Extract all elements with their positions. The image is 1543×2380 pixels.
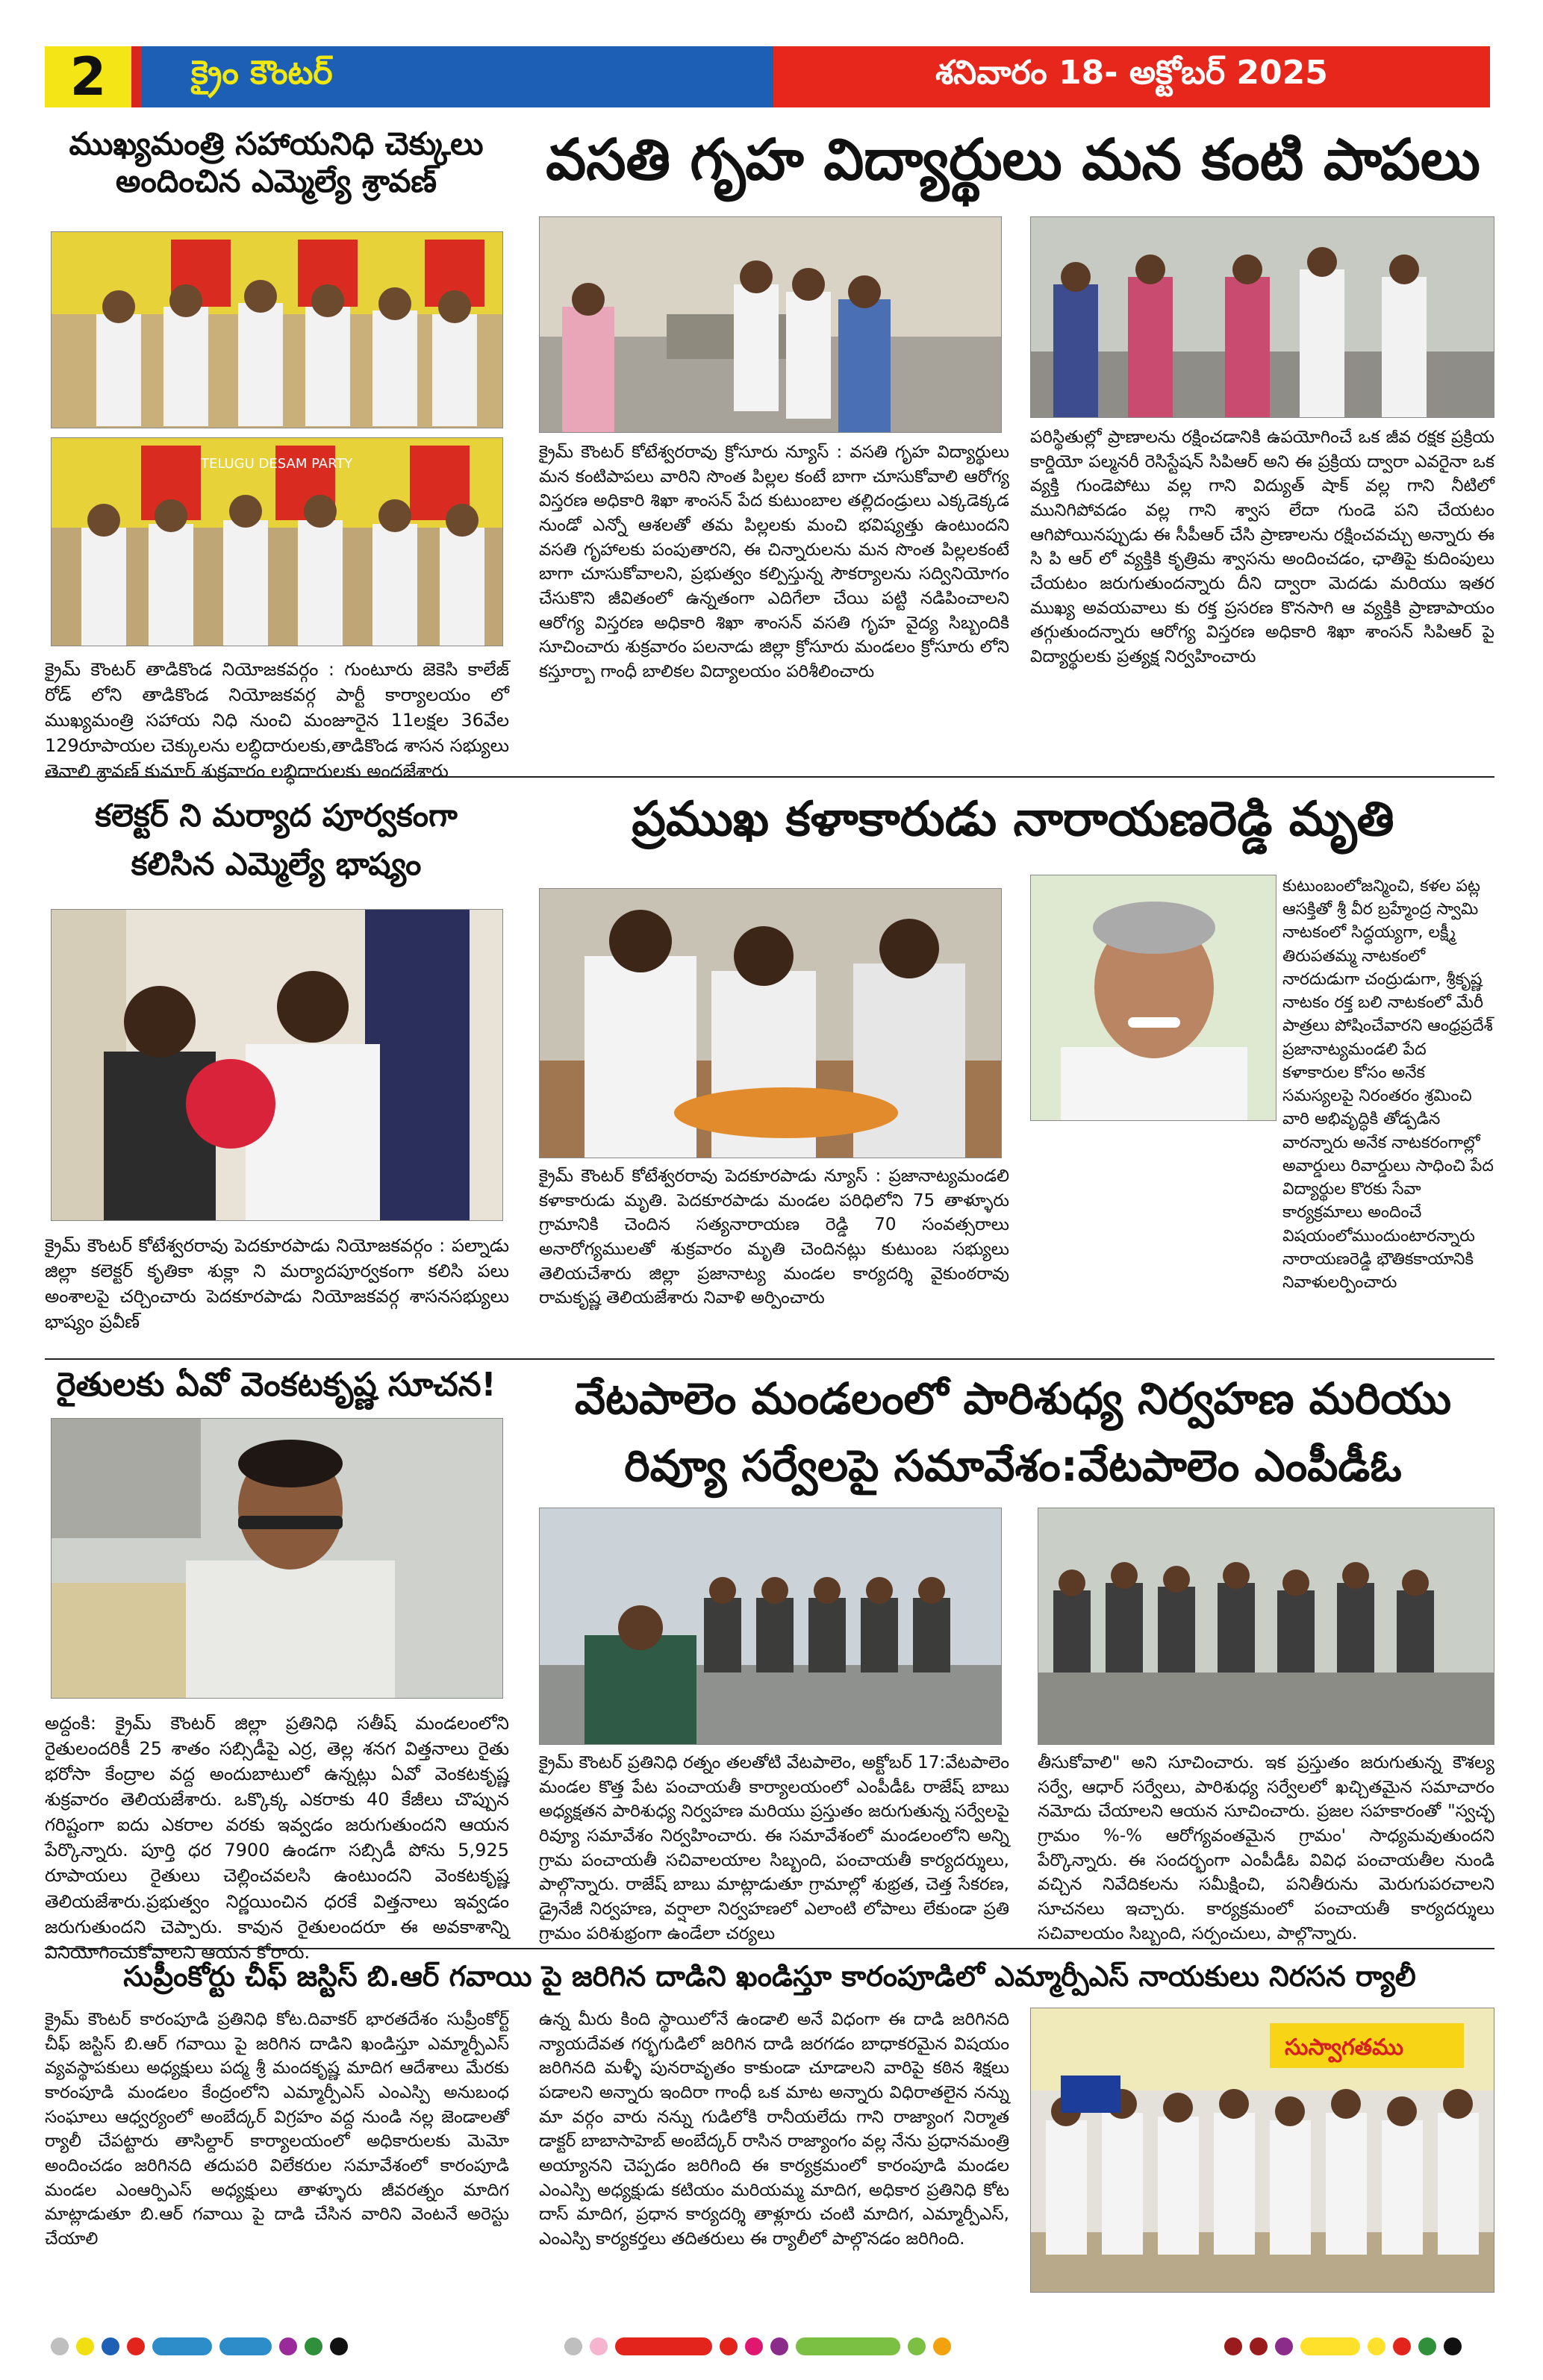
reg-dot xyxy=(770,2337,788,2355)
story7-photo xyxy=(1030,2008,1494,2293)
reg-dot xyxy=(1250,2337,1268,2355)
reg-dot xyxy=(1224,2337,1242,2355)
story1-body: క్రైమ్ కౌంటర్ తాడికొండ నియోజకవర్గం : గుంటూరు జెకెసి కాలేజ్ రోడ్ లోని తాడికొండ నియోజకవర్గ పార్టీ కార్యాలయం లో ముఖ్యమంత్రి సహాయ నిధి నుంచి మంజూరైన 11లక్షల 36వేల 129రూపాయల చెక్కులను లబ్ధిదారులకు,తాడికొండ శాసన సభ్యులు తెనాలి శ్రావణ్ కుమార్ శుక్రవారం లబ్ధిదారులకు అందజేశారు xyxy=(45,659,509,782)
page-number: 2 xyxy=(45,46,131,107)
story4-body-right: కుటుంబంలోజన్మించి, కళల పట్ల ఆసక్తితో శ్రీ వీర బ్రహ్మేంద్ర స్వామి నాటకంలో సిద్ధయ్యగా, లక్ష్మీ తిరుపతమ్మ నాటకంలో నారదుడుగా చంద్రుడుగా, శ్రీకృష్ణ నాటకం రక్త బలి నాటకంలో మేరీ పాత్రలు పోషించేవారని ఆంధ్రప్రదేశ్ ప్రజానాట్యమండలి పేద కళాకారుల కోసం అనేక సమస్యలపై నిరంతరం శ్రమించి వారి అభివృద్ధికి తోడ్పడిన వారన్నారు అనేక నాటకరంగాల్లో అవార్డులు రివార్డులు సాధించి పేద విద్యార్థుల కొరకు సేవా కార్యక్రమాలు అందించే విషయంలోముందుంటారన్నారు నారాయణరెడ్డి భౌతికకాయానికి నివాళులర్పించారు xyxy=(1282,877,1494,1292)
reg-pill xyxy=(1300,2337,1360,2355)
story1-banner-text: TELUGU DESAM PARTY xyxy=(201,456,353,472)
reg-dot xyxy=(1368,2337,1385,2355)
story1-headline-line2: అందించిన ఎమ్మెల్యే శ్రావణ్ xyxy=(115,163,437,200)
story5-headline: రైతులకు ఏవో వెంకటకృష్ణ సూచన! xyxy=(56,1366,496,1404)
story7-body-col2: ఉన్న మీరు కింది స్థాయిలోనే ఉండాలి అనే విధంగా ఈ దాడి జరిగినది న్యాయదేవత గర్భగుడిలో జరిగిన దాడి జరగడం బాధాకరమైన విషయం జరిగినది మళ్ళీ పునరావృతం కాకుండా చూడాలని వారిపై కఠిన శిక్షలు పడాలని అన్నారు ఇందిరా గాంధీ ఒక మాట అన్నారు విధిరాతలైన నన్ను మా వర్గం వారు నన్ను గుడిలోకి రానీయలేదు గాని రాజ్యాంగ నిర్మాత డాక్టర్ బాబాసాహెబ్ అంబేద్కర్ రాసిన రాజ్యాంగం వల్ల నేను ప్రధానమంత్రి అయ్యానని చెప్పడం జరిగింది ఈ కార్యక్రమంలో కారంపూడి మండల ఎంఎస్పి అధ్యక్షుడు కటియం మరియమ్మ మాదిగ, అధికార ప్రతినిధి కోట దాస్ మాదిగ, ప్రధాన కార్యదర్శి తాళ్లూరు చంటి మాదిగ, ఎమ్మార్పీఎస్, ఎంఎస్పి కార్యకర్తలు తదితరులు ఈ ర్యాలీలో పాల్గొనడం జరిగింది. xyxy=(539,2010,1009,2249)
story2-headline: వసతి గృహ విద్యార్థులు మన కంటి పాపలు xyxy=(546,126,1480,193)
reg-pill xyxy=(615,2337,712,2355)
story1-headline-line1: ముఖ్యమంత్రి సహాయనిధి చెక్కులు xyxy=(69,125,484,162)
reg-dot xyxy=(127,2337,145,2355)
story6-headline-line2: రివ్యూ సర్వేలపై సమావేశం:వేటపాలెం ఎంపీడీఓ xyxy=(624,1440,1402,1491)
story6-body-col1: క్రైమ్ కౌంటర్ ప్రతినిధి రత్నం తలతోటి వేటపాలెం, అక్టోబర్ 17:వేటపాలెం మండల కొత్త పేట పంచాయతీ కార్యాలయంలో ఎంపీడీఓ రాజేష్ బాబు అధ్యక్షతన పారిశుధ్య నిర్వహణ మరియు ప్రస్తుతం జరుగుతున్న సర్వేలపై రివ్యూ సమావేశం నిర్వహించారు. ఈ సమావేశంలో మండలంలోని అన్ని గ్రామ పంచాయతీ సచివాలయాల సిబ్బంది, పంచాయతీ కార్యదర్శులు, పాల్గొన్నారు. రాజేష్ బాబు మాట్లాడుతూ గ్రామాల్లో శుభ్రత, చెత్త సేకరణ, డ్రైనేజీ నిర్వహణ, వర్షాలా నిర్వహణలో ఎలాంటి లోపాలు లేకుండా ప్రతి గ్రామం పరిశుభ్రంగా ఉండేలా చర్యలు xyxy=(539,1753,1009,1943)
issue-date: శనివారం 18- అక్టోబర్ 2025 xyxy=(773,46,1490,107)
reg-dot xyxy=(590,2337,608,2355)
reg-dot xyxy=(745,2337,763,2355)
story2-body-col1: క్రైమ్ కౌంటర్ కోటేశ్వరరావు క్రోసూరు న్యూస్ : వసతి గృహ విద్యార్థులు మన కంటిపాపలు వారిని సొంత పిల్లల కంటే బాగా చూసుకోవాలి ఆరోగ్య విస్తరణ అధికారి శిఖా శాంసన్ పేద కుటుంబాల తల్లిదండ్రులు ఎక్కడెక్కడ నుండో ఎన్నో ఆశలతో తమ పిల్లలకు మంచి భవిష్యత్తు ఉంటుందని వసతి గృహాలకు పంపుతారని, ఈ చిన్నారులను మన సొంత పిల్లలకంటే బాగా చూసుకోవాలని, ప్రభుత్వం కల్పిస్తున్న సౌకర్యాలను సద్వినియోగం చేసుకొని జీవితంలో ఉన్నతంగా ఎదిగేలా చేయి పట్టి నడిపించాలని ఆరోగ్య విస్తరణ అధికారి శిఖా శాంసన్ వసతి గృహ వైద్య సిబ్బందికి సూచించారు శుక్రవారం పలనాడు జిల్లా క్రోసూరు మండలం క్రోసూరు లోని కస్తూర్బా గాంధీ బాలికల విద్యాలయం పరిశీలించారు xyxy=(539,443,1009,681)
reg-dot xyxy=(279,2337,297,2355)
reg-dot xyxy=(564,2337,582,2355)
story5-body: అద్దంకి: క్రైమ్ కౌంటర్ జిల్లా ప్రతినిధి సతీష్ మండలంలోని రైతులందరికీ 25 శాతం సబ్సిడీపై ఎర్ర, తెల్ల శనగ విత్తనాలు రైతు భరోసా కేంద్రాల వద్ద అందుబాటులో ఉన్నట్లు ఏవో వెంకటకృష్ణ శుక్రవారం తెలియజేశారు. ఒక్కొక్క ఎకరాకు 40 కేజీలు చొప్పున గరిష్టంగా ఐదు ఎకరాల వరకు ఇవ్వడం జరుగుతుందని ఆయన పేర్కొన్నారు. పూర్తి ధర 7900 ఉండగా సబ్సిడీ పోను 5,925 రూపాయలు రైతులు చెల్లించవలసి ఉంటుందని వెంకటకృష్ణ తెలియజేశారు.ప్రభుత్వం నిర్ణయించిన ధరకే విత్తనాలు ఇవ్వడం జరుగుతుందని చెప్పారు. కావున రైతులందరూ ఈ అవకాశాన్ని వినియోగించుకోవాలని ఆయన కోరారు. xyxy=(45,1713,509,1963)
footer-dots-left xyxy=(51,2337,348,2355)
story5-photo xyxy=(51,1418,503,1699)
story2-photo-right xyxy=(1030,216,1494,418)
reg-pill xyxy=(219,2337,272,2355)
story2-body-col2: పరిస్థితుల్లో ప్రాణాలను రక్షించడానికి ఉపయోగించే ఒక జీవ రక్షక ప్రక్రియ కార్డియో పల్మనరీ రెసిస్టేషన్ సిపిఆర్ అని ఈ ప్రక్రియ ద్వారా ఎవరైనా ఒక వ్యక్తి గుండెపోటు వల్ల గాని విద్యుత్ షాక్ వల్ల గాని నీటిలో మునిగిపోవడం వల్ల గాని శ్వాస లేదా గుండె పని చేయటం ఆగిపోయినప్పుడు ఈ సీపీఆర్ చేసి ప్రాణాలను రక్షించవచ్చు అన్నారు ఈ సి పి ఆర్ లో వ్యక్తికి కృత్రిమ శ్వాసను అందించడం, ఛాతిపై కుదింపులు చేయటం జరుగుతుందన్నారు దీని ద్వారా మెదడు మరియు ఇతర ముఖ్య అవయవాలు కు రక్త ప్రసరణ కొనసాగి ఆ వ్యక్తికి ప్రాణాపాయం తగ్గుతుందన్నారు ఆరోగ్య విస్తరణ అధికారి శిఖా శాంసన్ సిపిఆర్ పై విద్యార్థులకు ప్రత్యక్ష నిర్వహించారు xyxy=(1030,428,1494,666)
reg-dot xyxy=(51,2337,69,2355)
story7-headline: సుప్రీంకోర్టు చీఫ్ జస్టిస్ బి.ఆర్ గవాయి పై జరిగిన దాడిని ఖండిస్తూ కారంపూడిలో ఎమ్మార్పీఎస్ నాయకులు నిరసన ర్యాలీ xyxy=(123,1960,1416,1993)
story3-body: క్రైమ్ కౌంటర్ కోటేశ్వరరావు పెదకూరపాడు నియోజకవర్గం : పల్నాడు జిల్లా కలెక్టర్ కృతికా శుక్లా ని మర్యాదపూర్వకంగా కలిసి పలు అంశాలపై చర్చించారు పెదకూరపాడు నియోజకవర్గ శాసనసభ్యులు భాష్యం ప్రవీణ్ xyxy=(45,1235,509,1333)
story3-photo xyxy=(51,909,503,1221)
story1-headline xyxy=(45,125,508,201)
footer-dots-mid xyxy=(564,2337,951,2355)
story6-headline xyxy=(532,1366,1494,1500)
story4-headline: ప్రముఖ కళాకారుడు నారాయణరెడ్డి మృతి xyxy=(632,792,1394,847)
story2-photo-left xyxy=(539,216,1002,433)
divider-3 xyxy=(45,1948,1494,1949)
story3-headline-line2: కలిసిన ఎమ్మెల్యే భాష్యం xyxy=(131,846,422,883)
story3-headline xyxy=(45,791,508,888)
brand-red-mark xyxy=(131,46,142,107)
reg-pill xyxy=(152,2337,212,2355)
reg-dot xyxy=(330,2337,348,2355)
reg-dot xyxy=(1444,2337,1462,2355)
brand-name: క్రైం కౌంటర్ xyxy=(191,54,333,92)
story4-body-left: క్రైమ్ కౌంటర్ కోటేశ్వరరావు పెదకూరపాడు న్యూస్ : ప్రజానాట్యమండలి కళాకారుడు మృతి. పెదకూరపాడు మండల పరిధిలోని 75 తాళ్ళూరు గ్రామానికి చెందిన సత్యనారాయణ రెడ్డి 70 సంవత్సరాలు అనారోగ్యములతో శుక్రవారం మృతి చెందినట్లు కుటుంబ సభ్యులు తెలియచేశారు జిల్లా ప్రజానాట్య మండల కార్యదర్శి వైకుంఠరావు రామకృష్ణ తెలియజేశారు నివాళి అర్పించారు xyxy=(539,1166,1009,1308)
story6-body-col2: తీసుకోవాలి" అని సూచించారు. ఇక ప్రస్తుతం జరుగుతున్న కౌశల్య సర్వే, ఆధార్ సర్వేలు, పారిశుధ్య సర్వేలలో ఖచ్చితమైన సమాచారం నమోదు చేయాలని ఆయన సూచించారు. ప్రజల సహకారంతో "స్వచ్ఛ గ్రామం %-% ఆరోగ్యవంతమైన గ్రామం' సాధ్యమవుతుందని పేర్కొన్నారు. ఈ సందర్భంగా ఎంపీడీఓ వివిధ పంచాయతీల నుండి వచ్చిన నివేదికలను సమీక్షించి, పనితీరును మెరుగుపరచాలని సూచనలు ఇచ్చారు. కార్యక్రమంలో పంచాయతీ కార్యదర్శులు సచివాలయం సిబ్బంది, సర్పంచులు, పాల్గొన్నారు. xyxy=(1038,1753,1494,1943)
footer-dots-right xyxy=(1224,2337,1462,2355)
story3-headline-line1: కలెక్టర్ ని మర్యాద పూర్వకంగా xyxy=(95,797,458,834)
reg-pill xyxy=(796,2337,900,2355)
story7-photo-banner: సుస్వాగతము xyxy=(1285,2034,1404,2061)
story1-photo-bottom xyxy=(51,437,503,646)
reg-dot xyxy=(1418,2337,1436,2355)
story6-headline-line1: వేటపాలెం మండలంలో పారిశుధ్య నిర్వహణ మరియు xyxy=(574,1373,1452,1424)
story4-portrait xyxy=(1030,875,1277,1121)
reg-dot xyxy=(1393,2337,1411,2355)
story7-body-col1: క్రైమ్ కౌంటర్ కారంపూడి ప్రతినిధి కోట.దివాకర్ భారతదేశం సుప్రీంకోర్ట్ చీఫ్ జస్టిస్ బి.ఆర్ గవాయి పై జరిగిన దాడిని ఖండిస్తూ ఎమ్మార్పీఎస్ వ్యవస్థాపకులు అధ్యక్షులు పద్మ శ్రీ మందకృష్ణ మాదిగ ఆదేశాలు మేరకు కారంపూడి మండలం కేంద్రంలోని ఎమ్మార్పీఎస్ ఎంఎస్పి అనుబంధ సంఘాలు ఆధ్వర్యంలో అంబేద్కర్ విగ్రహం వద్ద నుండి నల్ల జెండాలతో ర్యాలీ చేపట్టారు తాసిల్దార్ కార్యాలయంలో అధికారులకు మెమో అందించడం జరిగినది తదుపరి విలేకరుల సమావేశంలో కారంపూడి మండల ఎంఆర్పిఎస్ అధ్యక్షులు తాళ్ళూరు జీవరత్నం మాదిగ మాట్లాడుతూ బి.ఆర్ గవాయి పై దాడి చేసిన వారిని వెంటనే అరెస్టు చేయాలి xyxy=(45,2010,509,2249)
story6-photo-right xyxy=(1038,1508,1494,1745)
story4-photo-left xyxy=(539,888,1002,1158)
brand-bar xyxy=(131,46,773,107)
reg-dot xyxy=(908,2337,926,2355)
reg-dot xyxy=(720,2337,738,2355)
reg-dot xyxy=(102,2337,119,2355)
reg-dot xyxy=(1275,2337,1293,2355)
reg-dot xyxy=(933,2337,951,2355)
reg-dot xyxy=(305,2337,322,2355)
divider-1 xyxy=(45,776,1494,778)
story6-photo-left xyxy=(539,1508,1002,1745)
divider-2 xyxy=(45,1358,1494,1360)
story1-photo-top xyxy=(51,231,503,428)
reg-dot xyxy=(76,2337,94,2355)
